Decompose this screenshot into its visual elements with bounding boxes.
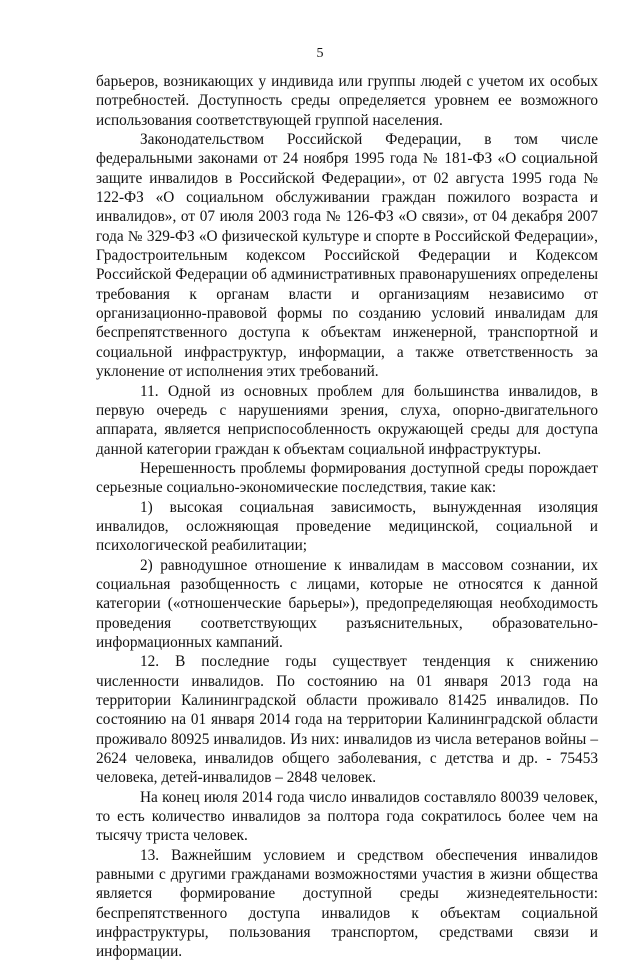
- paragraph-consequences-intro: Нерешенность проблемы формирования доступной среды порождает серьезные социально-экономические последствия, такие как:: [96, 459, 598, 497]
- paragraph-consequence-1: 1) высокая социальная зависимость, вынужденная изоляция инвалидов, осложняющая проведение медицинской, социальной и психологической реабилитации;: [96, 498, 598, 555]
- paragraph-item-11: 11. Одной из основных проблем для большинства инвалидов, в первую очередь с нарушениями зрения, слуха, опорно-двигательного аппарата, является неприспособленность окружающей среды для доступа данной категории граждан к объектам социальной инфраструктуры.: [96, 382, 598, 458]
- paragraph-item-13: 13. Важнейшим условием и средством обеспечения инвалидов равными с другими гражданами возможностями участия в жизни общества является формирование доступной среды жизнедеятельности: беспрепятственного доступа инвалидов к объектам социальной инфраструктуры, пользования транспортом, средствами связи и информации.: [96, 846, 598, 961]
- page-number: 5: [316, 46, 324, 61]
- paragraph-item-12: 12. В последние годы существует тенденция к снижению численности инвалидов. По состоянию на 01 января 2013 года на территории Калининградской области проживало 81425 инвалидов. По состоянию на 01 января 2014 года на территории Калининградской области проживало 80925 инвалидов. Из них: инвалидов из числа ветеранов войны – 2624 человека, инвалидов общего заболевания, с детства и др. - 75453 человека, детей-инвалидов – 2848 человек.: [96, 653, 598, 787]
- paragraph-consequence-2: 2) равнодушное отношение к инвалидам в массовом сознании, их социальная разобщенность с лицами, которые не относятся к данной категории («отношенческие барьеры»), предопределяющая необходимость проведения соответствующих разъяснительных, образовательно-информационных кампаний.: [96, 556, 598, 651]
- document-body: [96, 72, 598, 962]
- paragraph-legislation: Законодательством Российской Федерации, в том числе федеральными законами от 24 ноября 1995 года № 181-ФЗ «О социальной защите инвалидов в Российской Федерации», от 02 августа 1995 года № 122-ФЗ «О социальном обслуживании граждан пожилого возраста и инвалидов», от 07 июля 2003 года № 126-ФЗ «О связи», от 04 декабря 2007 года № 329-ФЗ «О физической культуре и спорте в Российской Федерации», Градостроительным кодексом Российской Федерации и Кодексом Российской Федерации об административных правонарушениях определены требования к органам власти и организациям независимо от организационно-правовой формы по созданию условий инвалидам для беспрепятственного доступа к объектам инженерной, транспортной и социальной инфраструктур, информации, а также ответственность за уклонение от исполнения этих требований.: [96, 131, 598, 381]
- paragraph-july-2014: На конец июля 2014 года число инвалидов составляло 80039 человек, то есть количество инвалидов за полтора года сократилось более чем на тысячу триста человек.: [96, 788, 598, 845]
- paragraph-accessibility-definition: барьеров, возникающих у индивида или группы людей с учетом их особых потребностей. Доступность среды определяется уровнем ее возможного использования соответствующей группой населения.: [96, 73, 598, 129]
